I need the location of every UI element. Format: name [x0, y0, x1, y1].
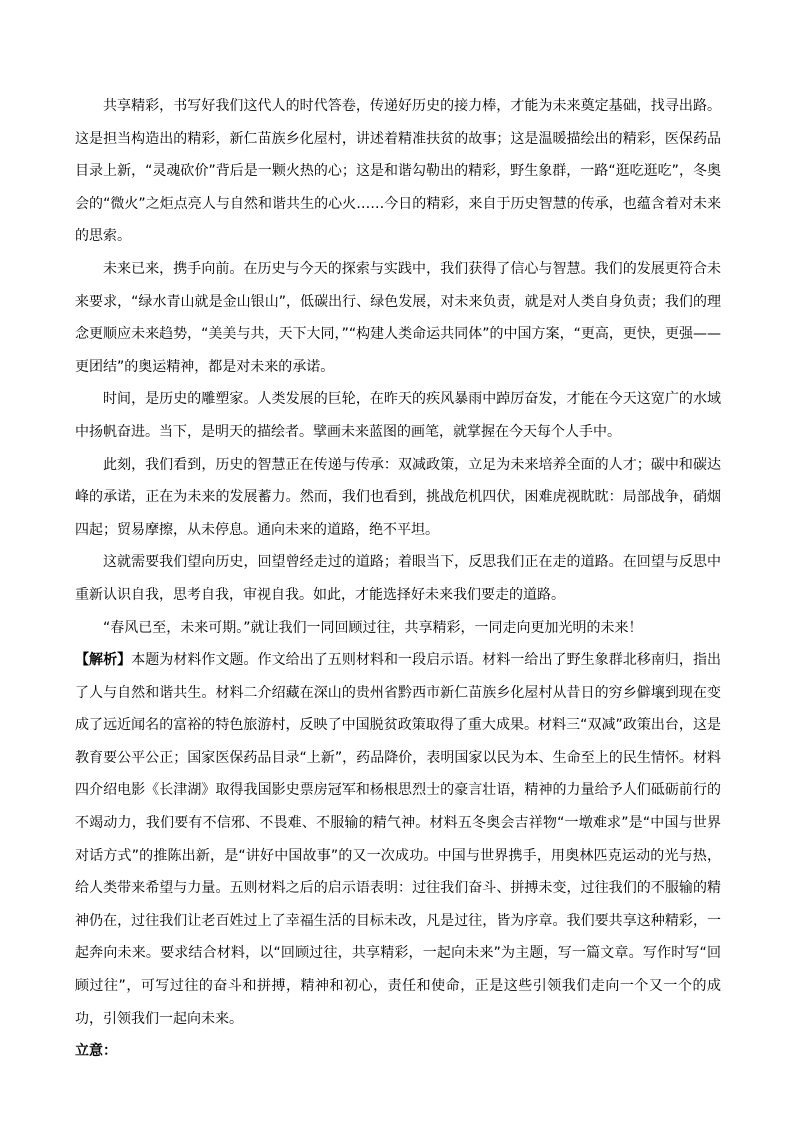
- analysis-tag: 【解析】: [75, 652, 132, 669]
- essay-paragraph-4: 此刻，我们看到，历史的智慧正在传递与传承：双减政策，立足为未来培养全面的人才；碳中和碳达峰的承诺，正在为未来的发展蓄力。然而，我们也看到，挑战危机四伏，困难虎视眈眈：局部战争，硝烟四起；贸易摩擦，从未停息。通向未来的道路，绝不平坦。: [75, 456, 721, 538]
- essay-paragraph-5: 这就需要我们望向历史，回望曾经走过的道路；着眼当下，反思我们正在走的道路。在回望与反思中重新认识自我，思考自我，审视自我。如此，才能选择好未来我们要走的道路。: [75, 554, 721, 603]
- liyi-heading: 立意：: [75, 1043, 117, 1060]
- essay-paragraph-1: 共享精彩，书写好我们这代人的时代答卷，传递好历史的接力棒，才能为未来奠定基础，找寻出路。这是担当构造出的精彩，新仁苗族乡化屋村，讲述着精准扶贫的故事；这是温暖描绘出的精彩，医保药品目录上新，“灵魂砍价”背后是一颗火热的心；这是和谐勾勒出的精彩，野生象群，一路“逛吃逛吃”，冬奥会的“微火”之炬点亮人与自然和谐共生的心火……今日的精彩，来自于历史智慧的传承，也蕴含着对未来的思索。: [75, 98, 721, 245]
- essay-content: [75, 90, 721, 1068]
- analysis-text: 本题为材料作文题。作文给出了五则材料和一段启示语。材料一给出了野生象群北移南归，指出了人与自然和谐共生。材料二介绍藏在深山的贵州省黔西市新仁苗族乡化屋村从昔日的穷乡僻壤到现在变成了远近闻名的富裕的特色旅游村，反映了中国脱贫政策取得了重大成果。材料三“双减”政策出台，这是教育要公平公正；国家医保药品目录“上新”，药品降价，表明国家以民为本、生命至上的民生情怀。材料四介绍电影《长津湖》取得我国影史票房冠军和杨根思烈士的豪言壮语，精神的力量给予人们砥砺前行的不竭动力，我们要有不信邪、不畏难、不服输的精气神。材料五冬奥会吉祥物“一墩难求”是“中国与世界对话方式”的推陈出新，是“讲好中国故事”的又一次成功。中国与世界携手，用奥林匹克运动的光与热，给人类带来希望与力量。五则材料之后的启示语表明：过往我们奋斗、拼搏未变，过往我们的不服输的精神仍在，过往我们让老百姓过上了幸福生活的目标未改，凡是过往，皆为序章。我们要共享这种精彩，一起奔向未来。要求结合材料，以“回顾过往，共享精彩，一起向未来”为主题，写一篇文章。写作时写“回顾过往”，可写过往的奋斗和拼搏，精神和初心，责任和使命，正是这些引领我们走向一个又一个的成功，引领我们一起向未来。: [75, 652, 722, 1027]
- analysis-paragraph: [75, 644, 721, 1035]
- essay-paragraph-2: 未来已来，携手向前。在历史与今天的探索与实践中，我们获得了信心与智慧。我们的发展更符合未来要求，“绿水青山就是金山银山”，低碳出行、绿色发展，对未来负责，就是对人类自身负责；我们的理念更顺应未来趋势，“美美与共，天下大同，”“构建人类命运共同体”的中国方案，“更高，更快，更强——更团结”的奥运精神，都是对未来的承诺。: [75, 260, 721, 375]
- essay-paragraph-3: 时间，是历史的雕塑家。人类发展的巨轮，在昨天的疾风暴雨中踔厉奋发，才能在今天这宽广的水域中扬帆奋进。当下，是明天的描绘者。擘画未来蓝图的画笔，就掌握在今天每个人手中。: [75, 391, 721, 440]
- essay-paragraph-6: “春风已至，未来可期。”就让我们一同回顾过往，共享精彩，一同走向更加光明的未来！: [103, 619, 643, 636]
